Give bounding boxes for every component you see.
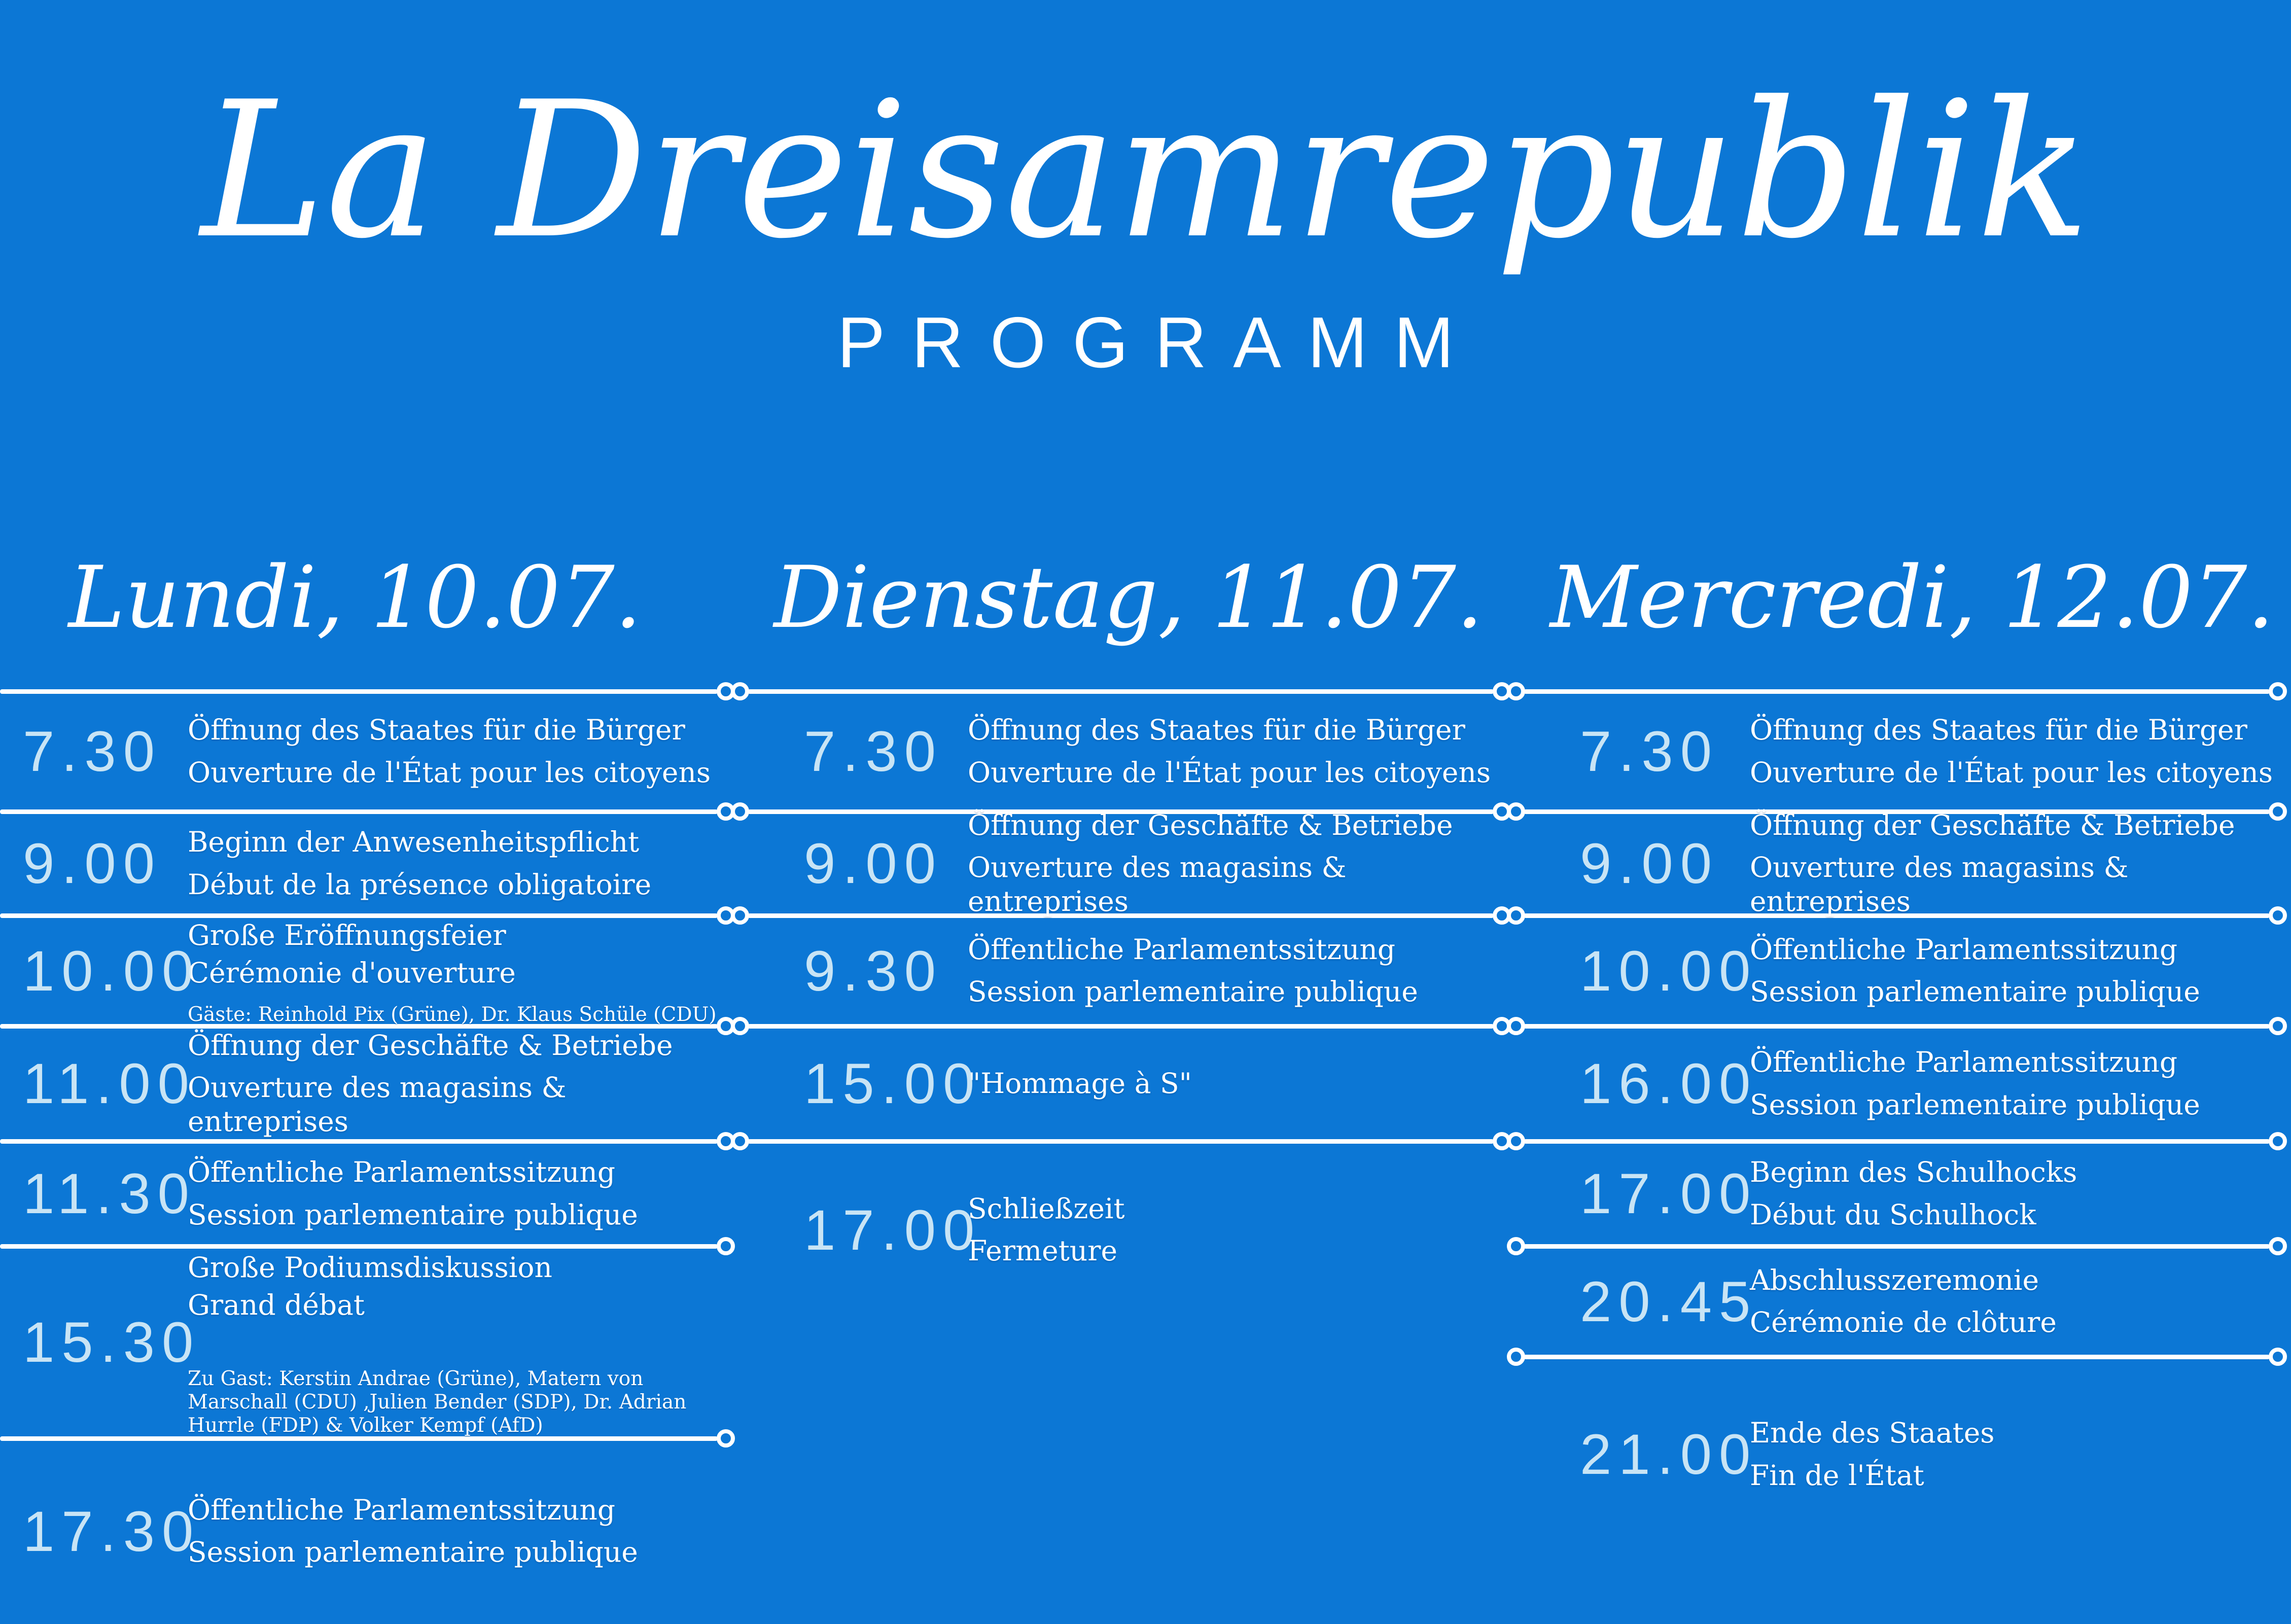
event-time: 21.00 <box>1580 1423 1758 1486</box>
event-note: Zu Gast: Kerstin Andrae (Grüne), Matern von Marschall (CDU) ,Julien Bender (SDP), Dr. Adrian Hurrle (FDP) & Volker Kempf (AfD) <box>188 1367 687 1437</box>
event-title-de: Öffnung der Geschäfte & Betriebe <box>188 1029 673 1062</box>
event-title-de: Öffentliche Parlamentssitzung <box>968 933 1396 966</box>
event-title-fr: Ouverture de l'État pour les citoyens <box>968 756 1491 789</box>
event-note: Gäste: Reinhold Pix (Grüne), Dr. Klaus Schüle (CDU) <box>188 1003 717 1027</box>
event-title-fr: Fermeture <box>968 1234 1118 1267</box>
event-text <box>1750 1147 2285 1240</box>
event-text <box>968 925 1494 1017</box>
event-time: 16.00 <box>1580 1052 1758 1115</box>
event-time: 9.30 <box>804 939 943 1003</box>
event-row <box>1580 808 2285 918</box>
event-text <box>1750 1037 2285 1129</box>
event-title-de: Große Eröffnungsfeier <box>188 919 506 951</box>
divider-ring <box>1507 1017 1525 1035</box>
event-title-de: "Hommage à S" <box>968 1067 1192 1100</box>
event-text <box>1750 925 2285 1017</box>
event-time: 7.30 <box>804 720 943 783</box>
event-title-de: Öffentliche Parlamentssitzung <box>188 1156 616 1189</box>
event-title-fr: Session parlementaire publique <box>1750 1088 2200 1121</box>
event-row <box>23 691 725 811</box>
event-row <box>1580 1246 2285 1357</box>
divider-ring <box>1507 1348 1525 1366</box>
event-time: 11.00 <box>23 1052 196 1115</box>
event-row <box>804 691 1494 811</box>
event-title-fr: Session parlementaire publique <box>968 975 1418 1008</box>
event-time: 7.30 <box>1580 720 1719 783</box>
event-row <box>23 811 725 915</box>
event-text <box>968 705 1494 797</box>
event-text <box>188 705 725 797</box>
event-title-fr: Début du Schulhock <box>1750 1198 2036 1231</box>
event-time: 9.00 <box>1580 832 1719 895</box>
event-title-fr: Session parlementaire publique <box>1750 975 2200 1008</box>
event-text <box>188 1247 725 1437</box>
event-row <box>23 1141 725 1246</box>
event-title-de: Beginn des Schulhocks <box>1750 1156 2077 1189</box>
event-text <box>1750 705 2285 797</box>
event-time: 17.30 <box>23 1499 201 1563</box>
event-row <box>23 915 725 1026</box>
event-text <box>188 1020 725 1147</box>
event-title-de: Schließzeit <box>968 1192 1125 1225</box>
event-title-de: Öffentliche Parlamentssitzung <box>1750 1046 2178 1079</box>
event-text <box>1750 1408 2285 1500</box>
divider-ring <box>1507 1132 1525 1150</box>
event-text <box>188 1485 725 1577</box>
divider-ring <box>731 906 749 925</box>
divider-ring <box>1507 906 1525 925</box>
event-title-fr: Session parlementaire publique <box>188 1198 638 1231</box>
divider-ring <box>731 1017 749 1035</box>
event-time: 11.30 <box>23 1162 196 1225</box>
event-row <box>1580 1357 2285 1552</box>
event-title-fr: Ouverture des magasins & entreprises <box>968 851 1347 918</box>
divider-ring <box>1507 682 1525 700</box>
event-title-de: Öffentliche Parlamentssitzung <box>1750 933 2178 966</box>
event-row <box>804 915 1494 1026</box>
day-header-monday: Lundi, 10.07. <box>68 548 642 647</box>
divider-ring <box>731 1132 749 1150</box>
event-text <box>188 1147 725 1240</box>
event-title-fr: Ouverture de l'État pour les citoyens <box>1750 756 2273 789</box>
event-row <box>804 1026 1494 1141</box>
page-title: La Dreisamrepublik <box>201 62 2090 280</box>
event-title-fr: Ouverture des magasins & entreprises <box>188 1071 567 1138</box>
event-title-fr: Ouverture des magasins & entreprises <box>1750 851 2129 918</box>
event-time: 10.00 <box>1580 939 1758 1003</box>
event-title-fr: Fin de l'État <box>1750 1459 1924 1492</box>
event-row <box>1580 691 2285 811</box>
event-time: 20.45 <box>1580 1269 1758 1333</box>
event-title-de: Beginn der Anwesenheitspflicht <box>188 826 640 859</box>
divider-ring <box>1507 802 1525 821</box>
event-text <box>968 1184 1494 1276</box>
event-title-fr: Grand débat <box>188 1289 365 1322</box>
event-text <box>1750 1255 2285 1348</box>
event-title-de: Öffnung der Geschäfte & Betriebe <box>1750 808 2235 841</box>
day-header-tuesday: Dienstag, 11.07. <box>773 548 1484 647</box>
event-title-de: Öffentliche Parlamentssitzung <box>188 1493 616 1526</box>
event-time: 7.30 <box>23 720 162 783</box>
event-row <box>23 1026 725 1141</box>
event-time: 10.00 <box>23 939 201 1003</box>
divider-ring <box>731 802 749 821</box>
divider-ring <box>731 682 749 700</box>
event-title-de: Öffnung des Staates für die Bürger <box>1750 714 2247 747</box>
event-time: 17.00 <box>1580 1162 1758 1225</box>
event-title-fr: Début de la présence obligatoire <box>188 868 652 901</box>
event-title-de: Öffnung der Geschäfte & Betriebe <box>968 808 1453 841</box>
event-row <box>23 1438 725 1624</box>
event-time: 9.00 <box>23 832 162 895</box>
event-title-de: Öffnung des Staates für die Bürger <box>188 714 685 747</box>
event-title-de: Große Podiumsdiskussion <box>188 1251 552 1284</box>
event-text <box>188 817 725 909</box>
event-row <box>804 1141 1494 1319</box>
event-title-fr: Session parlementaire publique <box>188 1536 638 1568</box>
event-row <box>1580 1141 2285 1246</box>
event-title-fr: Cérémonie de clôture <box>1750 1306 2057 1338</box>
event-title-de: Ende des Staates <box>1750 1417 1995 1450</box>
page-subtitle: PROGRAMM <box>837 302 1481 383</box>
event-text <box>968 1058 1494 1109</box>
event-time: 15.00 <box>804 1052 982 1115</box>
event-text <box>968 800 1494 927</box>
event-row <box>804 808 1494 918</box>
event-row <box>1580 915 2285 1026</box>
divider-ring <box>1507 1237 1525 1255</box>
event-time: 15.30 <box>23 1311 201 1374</box>
event-text <box>188 915 725 1027</box>
event-title-de: Abschlusszeremonie <box>1750 1263 2039 1296</box>
event-title-fr: Cérémonie d'ouverture <box>188 957 516 989</box>
day-header-wednesday: Mercredi, 12.07. <box>1550 548 2274 647</box>
event-time: 9.00 <box>804 832 943 895</box>
event-title-fr: Ouverture de l'État pour les citoyens <box>188 756 711 789</box>
event-text <box>1750 800 2285 927</box>
event-row <box>23 1246 725 1438</box>
event-time: 17.00 <box>804 1198 982 1262</box>
event-title-de: Öffnung des Staates für die Bürger <box>968 714 1465 747</box>
event-row <box>1580 1026 2285 1141</box>
